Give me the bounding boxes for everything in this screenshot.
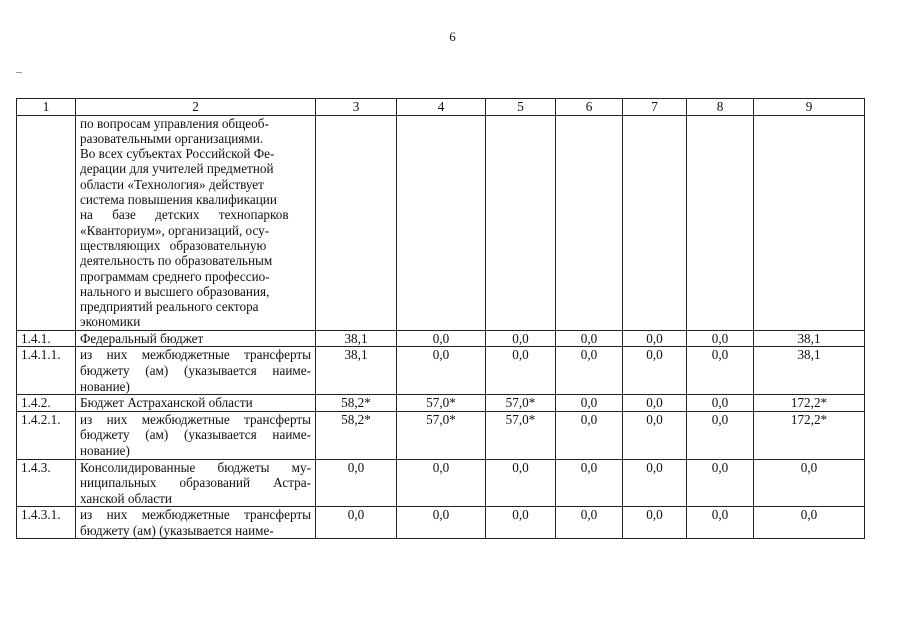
col-header-1: 1 (17, 99, 76, 116)
value-col-7: 0,0 (623, 459, 687, 507)
text-line: система повышения квалификации (80, 192, 277, 208)
value-cell (397, 115, 486, 330)
value-cell (687, 115, 754, 330)
value-col-9: 172,2* (754, 411, 865, 459)
table-row (17, 507, 865, 539)
value-col-7: 0,0 (623, 347, 687, 395)
value-col-3: 38,1 (316, 330, 397, 347)
value-col-6: 0,0 (556, 395, 623, 412)
row-code: 1.4.3.1. (17, 507, 76, 539)
row-code: 1.4.1.1. (17, 347, 76, 395)
value-col-7: 0,0 (623, 330, 687, 347)
value-col-8: 0,0 (687, 330, 754, 347)
value-cell (754, 115, 865, 330)
text-line: разовательными организациями. (80, 130, 264, 146)
text-line: «Кванториум», организаций, осу- (80, 222, 270, 238)
value-col-4: 0,0 (397, 347, 486, 395)
budget-table (16, 98, 865, 539)
col-header-7: 7 (623, 99, 687, 116)
value-col-9: 38,1 (754, 330, 865, 347)
value-col-4: 57,0* (397, 411, 486, 459)
value-cell (556, 115, 623, 330)
row-code: 1.4.1. (17, 330, 76, 347)
value-col-3: 0,0 (316, 459, 397, 507)
value-col-8: 0,0 (687, 459, 754, 507)
table-row (17, 330, 865, 347)
value-cell (486, 115, 556, 330)
col-header-3: 3 (316, 99, 397, 116)
value-col-4: 0,0 (397, 330, 486, 347)
text-line: деятельность по образовательным (80, 253, 273, 269)
value-cell (316, 115, 397, 330)
row-name: Бюджет Астраханской области (76, 395, 316, 412)
text-line: дерации для учителей предметной (80, 161, 274, 177)
value-col-7: 0,0 (623, 507, 687, 539)
table-row (17, 395, 865, 412)
text-line: ществляющих образовательную (80, 237, 267, 253)
text-line: по вопросам управления общеоб- (80, 115, 269, 131)
page-number: 6 (449, 29, 456, 44)
value-col-6: 0,0 (556, 411, 623, 459)
col-header-4: 4 (397, 99, 486, 116)
value-col-6: 0,0 (556, 330, 623, 347)
value-col-8: 0,0 (687, 347, 754, 395)
value-col-6: 0,0 (556, 347, 623, 395)
text-line: предприятий реального сектора (80, 299, 259, 315)
value-col-7: 0,0 (623, 411, 687, 459)
text-line: программам среднего профессио- (80, 268, 270, 284)
row-name (76, 507, 316, 539)
value-col-3: 58,2* (316, 395, 397, 412)
col-header-8: 8 (687, 99, 754, 116)
text-line: на базе детских технопарков (80, 207, 289, 223)
value-col-7: 0,0 (623, 395, 687, 412)
col-header-6: 6 (556, 99, 623, 116)
row-code-cell (17, 115, 76, 330)
scan-mark (16, 72, 22, 73)
value-col-6: 0,0 (556, 507, 623, 539)
text-line: нального и высшего образования, (80, 283, 270, 299)
value-col-3: 38,1 (316, 347, 397, 395)
value-col-5: 0,0 (486, 459, 556, 507)
header-row (17, 99, 865, 116)
value-col-5: 0,0 (486, 347, 556, 395)
row-name-text: из них межбюджетные трансферты бюджету (ам) (указывается наиме- (80, 507, 311, 538)
table-row (17, 459, 865, 507)
value-col-4: 0,0 (397, 507, 486, 539)
value-col-5: 57,0* (486, 411, 556, 459)
value-col-6: 0,0 (556, 459, 623, 507)
row-name: Консолидированные бюджеты му-ниципальных образований Астра-ханской области (76, 459, 316, 507)
table-row (17, 115, 865, 330)
value-col-9: 0,0 (754, 459, 865, 507)
row-code: 1.4.2. (17, 395, 76, 412)
text-line: области «Технология» действует (80, 176, 264, 192)
value-col-8: 0,0 (687, 395, 754, 412)
value-col-9: 38,1 (754, 347, 865, 395)
text-line: экономики (80, 314, 141, 330)
value-col-9: 0,0 (754, 507, 865, 539)
text-line: Во всех субъектах Российской Фе- (80, 146, 275, 162)
continued-description-cell (76, 115, 316, 330)
value-col-9: 172,2* (754, 395, 865, 412)
value-col-4: 57,0* (397, 395, 486, 412)
row-code: 1.4.2.1. (17, 411, 76, 459)
col-header-2: 2 (76, 99, 316, 116)
value-col-3: 58,2* (316, 411, 397, 459)
value-cell (623, 115, 687, 330)
col-header-5: 5 (486, 99, 556, 116)
value-col-5: 0,0 (486, 507, 556, 539)
value-col-5: 57,0* (486, 395, 556, 412)
value-col-8: 0,0 (687, 411, 754, 459)
row-name: из них межбюджетные трансферты бюджету (ам) (указывается наиме-нование) (76, 347, 316, 395)
value-col-3: 0,0 (316, 507, 397, 539)
value-col-8: 0,0 (687, 507, 754, 539)
table-row (17, 411, 865, 459)
table-row (17, 347, 865, 395)
value-col-4: 0,0 (397, 459, 486, 507)
value-col-5: 0,0 (486, 330, 556, 347)
row-code: 1.4.3. (17, 459, 76, 507)
row-name: из них межбюджетные трансферты бюджету (ам) (указывается наиме-нование) (76, 411, 316, 459)
col-header-9: 9 (754, 99, 865, 116)
row-name: Федеральный бюджет (76, 330, 316, 347)
